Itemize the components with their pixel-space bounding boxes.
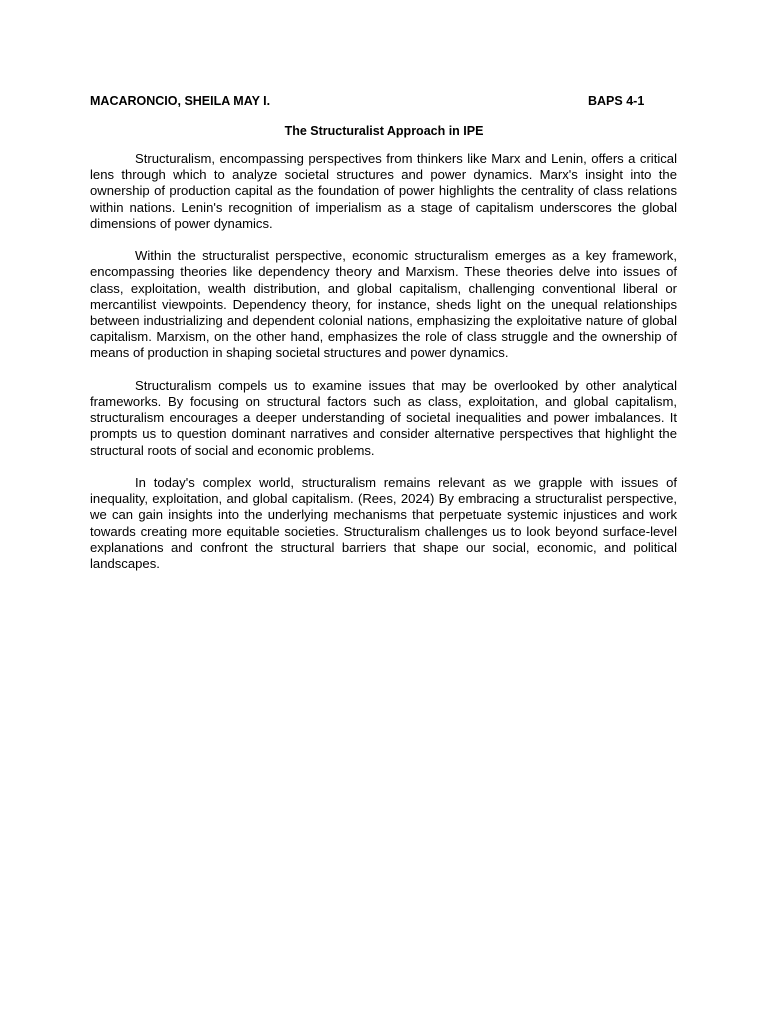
document-title: The Structuralist Approach in IPE <box>284 124 484 138</box>
author-name: MACARONCIO, SHEILA MAY I. <box>90 94 271 108</box>
document-body <box>90 151 677 588</box>
paragraph: Structuralism compels us to examine issues that may be overlooked by other analytical frameworks. By focusing on structural factors such as class, exploitation, and global capitalism, structuralism encourages a deeper understanding of societal inequalities and power imbalances. It prompts us to question dominant narratives and consider alternative perspectives that highlight the structural roots of social and economic problems. <box>90 377 677 458</box>
class-section: BAPS 4-1 <box>588 94 645 108</box>
paragraph: In today's complex world, structuralism remains relevant as we grapple with issues of inequality, exploitation, and global capitalism. (Rees, 2024) By embracing a structuralist perspective, we can gain insights into the underlying mechanisms that perpetuate systemic injustices and work towards creating more equitable societies. Structuralism challenges us to look beyond surface-level explanations and confront the structural barriers that shape our social, economic, and political landscapes. <box>90 475 677 572</box>
paragraph: Within the structuralist perspective, economic structuralism emerges as a key framework, encompassing theories like dependency theory and Marxism. These theories delve into issues of class, exploitation, wealth distribution, and global capitalism, challenging conventional liberal or mercantilist viewpoints. Dependency theory, for instance, sheds light on the unequal relationships between industrializing and dependent colonial nations, emphasizing the exploitative nature of global capitalism. Marxism, on the other hand, emphasizes the role of class struggle and the ownership of means of production in shaping societal structures and power dynamics. <box>90 248 677 361</box>
paragraph: Structuralism, encompassing perspectives from thinkers like Marx and Lenin, offers a critical lens through which to analyze societal structures and power dynamics. Marx's insight into the ownership of production capital as the foundation of power highlights the centrality of class relations within nations. Lenin's recognition of imperialism as a stage of capitalism underscores the global dimensions of power dynamics. <box>90 151 677 231</box>
document-header <box>90 93 678 109</box>
